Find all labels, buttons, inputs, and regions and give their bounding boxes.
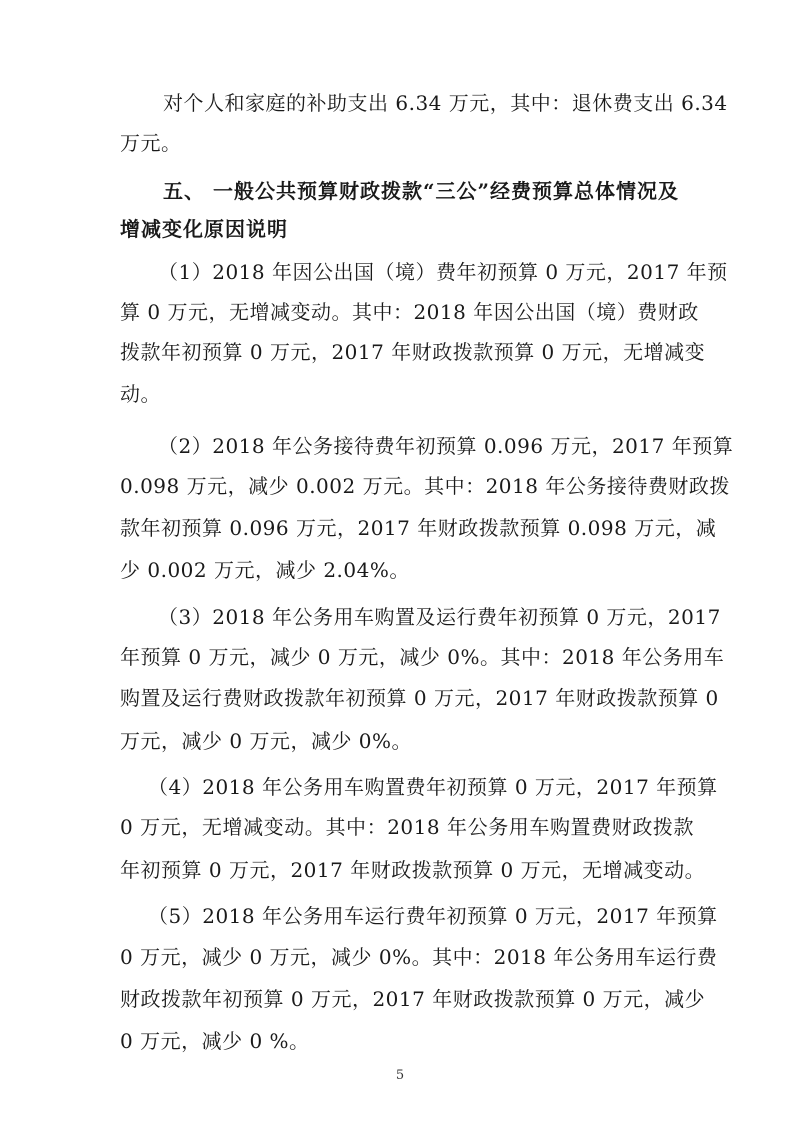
text-line: 少 0.002 万元，减少 2.04%。	[120, 558, 410, 582]
text-line: 0 万元，减少 0 万元，减少 0%。其中：2018 年公务用车运行费	[120, 945, 718, 969]
section-heading: 增减变化原因说明	[120, 217, 288, 241]
text-line: 动。	[120, 382, 161, 406]
section-heading: 五、 一般公共预算财政拨款“三公”经费预算总体情况及	[163, 179, 679, 203]
text-line: （2）2018 年公务接待费年初预算 0.096 万元，2017 年预算	[158, 434, 734, 458]
text-line: 0.098 万元，减少 0.002 万元。其中：2018 年公务接待费财政拨	[120, 474, 730, 498]
text-line: （1）2018 年因公出国（境）费年初预算 0 万元，2017 年预	[158, 260, 728, 284]
text-line: 拨款年初预算 0 万元，2017 年财政拨款预算 0 万元，无增减变	[120, 340, 706, 364]
text-line: 万元，减少 0 万元，减少 0%。	[120, 729, 413, 753]
text-line: （4）2018 年公务用车购置费年初预算 0 万元，2017 年预算	[148, 775, 718, 799]
text-line: （3）2018 年公务用车购置及运行费年初预算 0 万元，2017	[158, 605, 721, 629]
text-line: （5）2018 年公务用车运行费年初预算 0 万元，2017 年预算	[148, 904, 718, 928]
page-number: 5	[395, 1068, 405, 1083]
text-line: 年初预算 0 万元，2017 年财政拨款预算 0 万元，无增减变动。	[120, 858, 706, 882]
text-line: 年预算 0 万元，减少 0 万元，减少 0%。其中：2018 年公务用车	[120, 645, 725, 669]
text-line: 对个人和家庭的补助支出 6.34 万元，其中：退休费支出 6.34	[163, 91, 728, 115]
text-line: 0 万元，减少 0 %。	[120, 1029, 310, 1053]
text-line: 算 0 万元，无增减变动。其中：2018 年因公出国（境）费财政	[120, 300, 699, 324]
text-line: 万元。	[120, 131, 182, 155]
text-line: 财政拨款年初预算 0 万元，2017 年财政拨款预算 0 万元，减少	[120, 987, 706, 1011]
text-line: 款年初预算 0.096 万元，2017 年财政拨款预算 0.098 万元，减	[120, 516, 717, 540]
text-line: 购置及运行费财政拨款年初预算 0 万元，2017 年财政拨款预算 0	[120, 686, 719, 710]
text-line: 0 万元，无增减变动。其中：2018 年公务用车购置费财政拨款	[120, 815, 694, 839]
